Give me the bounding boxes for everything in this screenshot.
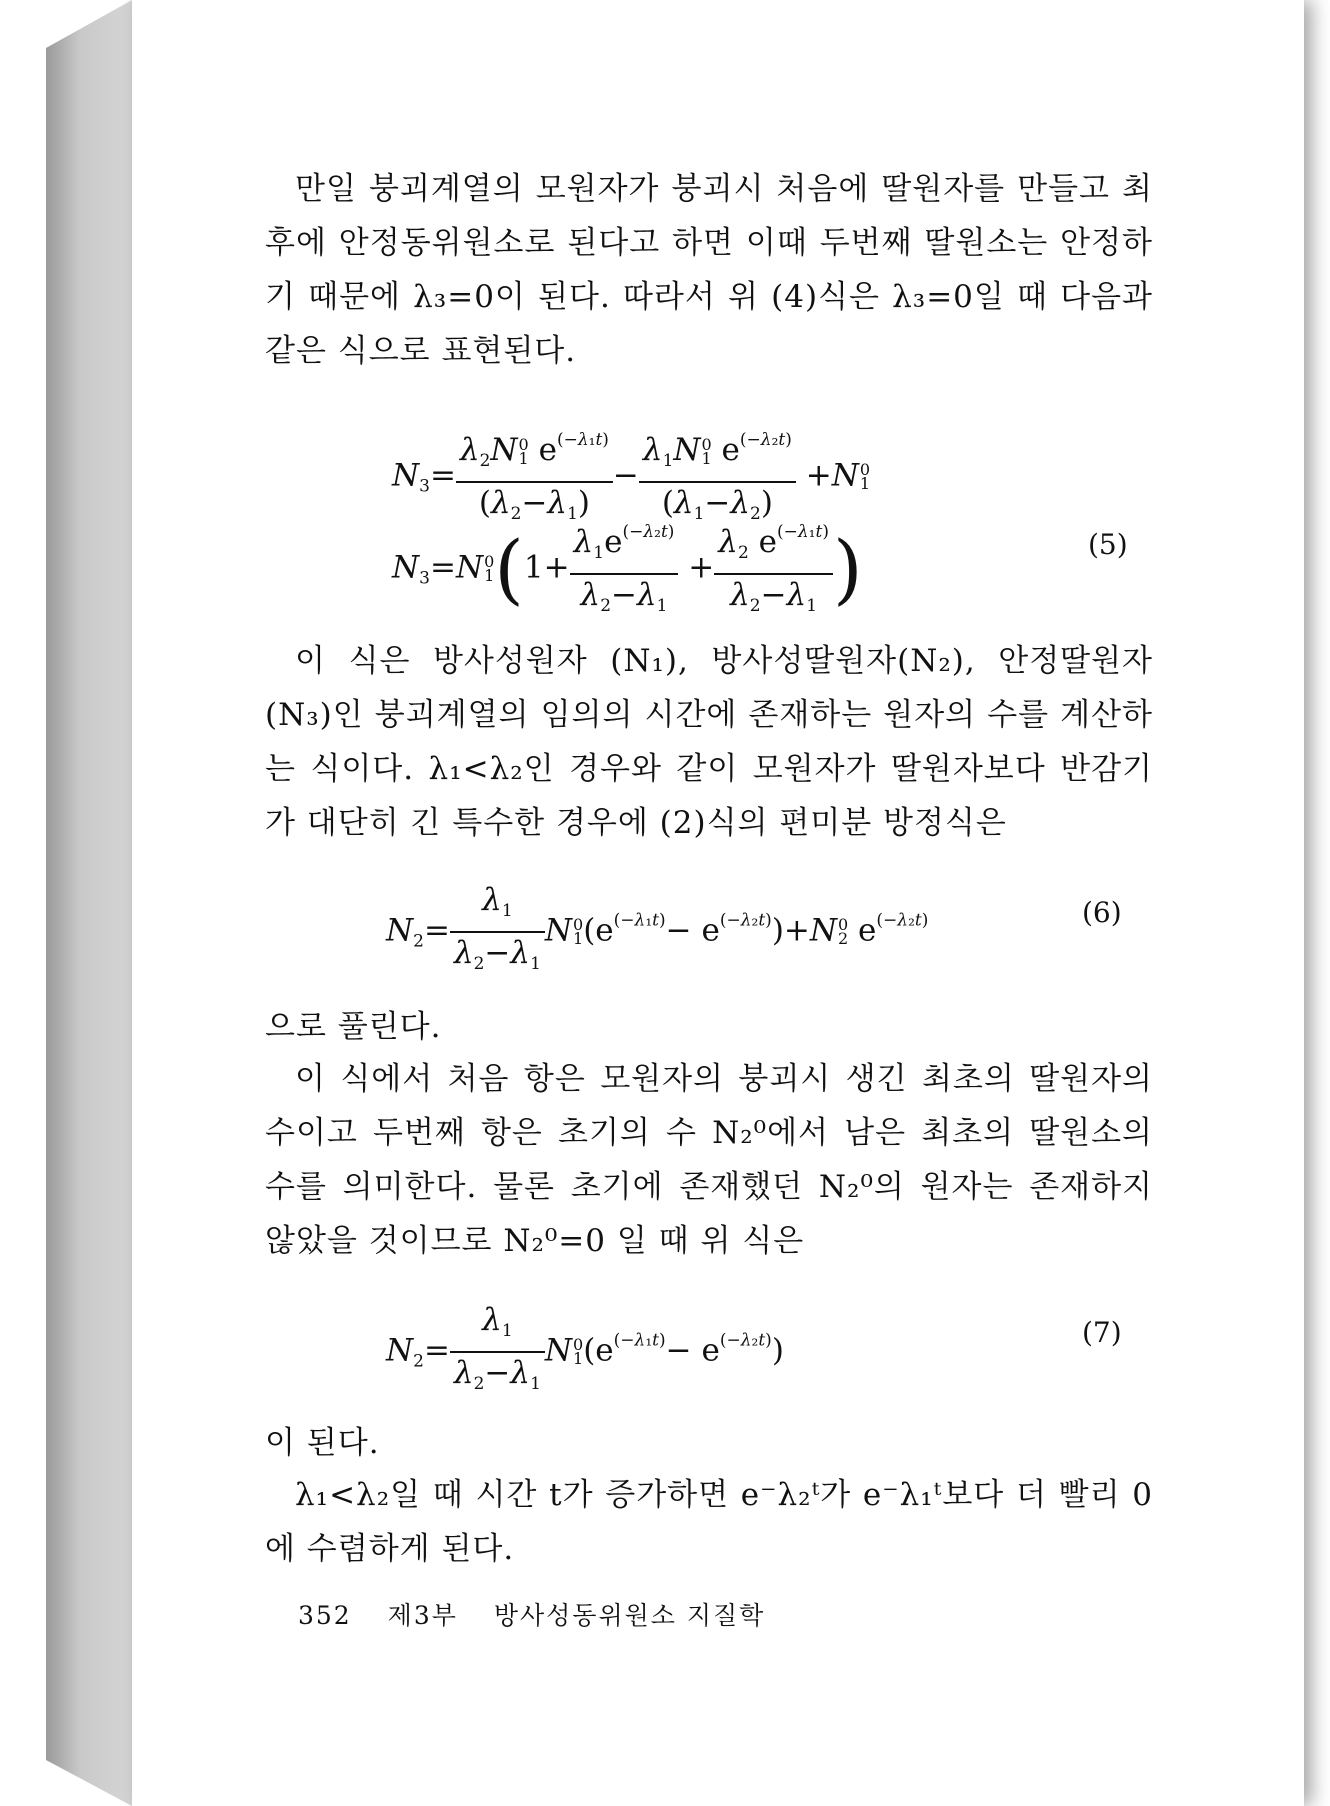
equation-6-label: (6) [1082, 896, 1122, 929]
equation-6: $N_2=$ $\frac{\lambda_1}{\lambda_2-\lambda_1}$ N 0 1 $(e^{(-\lambda_1t)}- e^{(-\lambda_2t)})+N$ 0 2 $e^{(-\lambda_2t)}$ [386, 882, 929, 974]
paragraph-4: 이 식에서 처음 항은 모원자의 붕괴시 생긴 최초의 딸원자의 수이고 두번째 항은 초기의 수 N₂⁰에서 남은 최초의 딸원소의 수를 의미한다. 물론 초기에 존재했던 N₂⁰의 원자는 존재하지 않았을 것이므로 N₂⁰=0 일 때 위 식은 [265, 1061, 1153, 1259]
equation-5a: $N_3=$ $\lambda_2N$ 0 1 $e^{(-\lambda_1t)}$ $(\lambda_2-\lambda_1)$ − $\lambda_1N$ 0 1 $e^{(-\lambda_2t)}$ $(\lambda_1-\lambda_2)$ +N 0 1 [392, 420, 870, 534]
page-number: 352 [298, 1601, 352, 1630]
page-footer [298, 1596, 791, 1632]
equation-5-label: (5) [1088, 528, 1128, 561]
equation-7-label: (7) [1082, 1316, 1122, 1349]
paragraph-2: 이 식은 방사성원자 (N₁), 방사성딸원자(N₂), 안정딸원자(N₃)인 붕괴계열의 임의의 시간에 존재하는 원자의 수를 계산하는 식이다. λ₁<λ₂인 경우와 같이 모원자가 딸원자보다 반감기가 대단히 긴 특수한 경우에 (2)식의 편미분 방정식은 [265, 643, 1153, 841]
book-spine-edge [46, 0, 134, 1806]
equation-5b: $N_3=N$ 0 1 (1+ $\frac{\lambda_1e^{(-\lambda_2t)}}{\lambda_2-\lambda_1}$ + $\frac{\lambda_2 e^{(-\lambda_1t)}}{\lambda_2-\lambda_1}$ ) [392, 512, 863, 626]
part-label: 제3부 [387, 1601, 458, 1630]
paragraph-6: λ₁<λ₂일 때 시간 t가 증가하면 e⁻λ₂ᵗ가 e⁻λ₁ᵗ보다 더 빨리 0에 수렴하게 된다. [265, 1477, 1153, 1567]
paragraph-3: 으로 풀린다. [265, 1009, 442, 1045]
chapter-title: 방사성동위원소 지질학 [493, 1601, 766, 1630]
paragraph-5: 이 된다. [265, 1425, 380, 1461]
paragraph-1: 만일 붕괴계열의 모원자가 붕괴시 처음에 딸원자를 만들고 최후에 안정동위원소로 된다고 하면 이때 두번째 딸원소는 안정하기 때문에 λ₃=0이 된다. 따라서 위 (4)식은 λ₃=0일 때 다음과 같은 식으로 표현된다. [265, 171, 1153, 369]
equation-7: $N_2=$ $\frac{\lambda_1}{\lambda_2-\lambda_1}$ N 0 1 $(e^{(-\lambda_1t)}- e^{(-\lambda_2t)})$ [386, 1302, 784, 1394]
